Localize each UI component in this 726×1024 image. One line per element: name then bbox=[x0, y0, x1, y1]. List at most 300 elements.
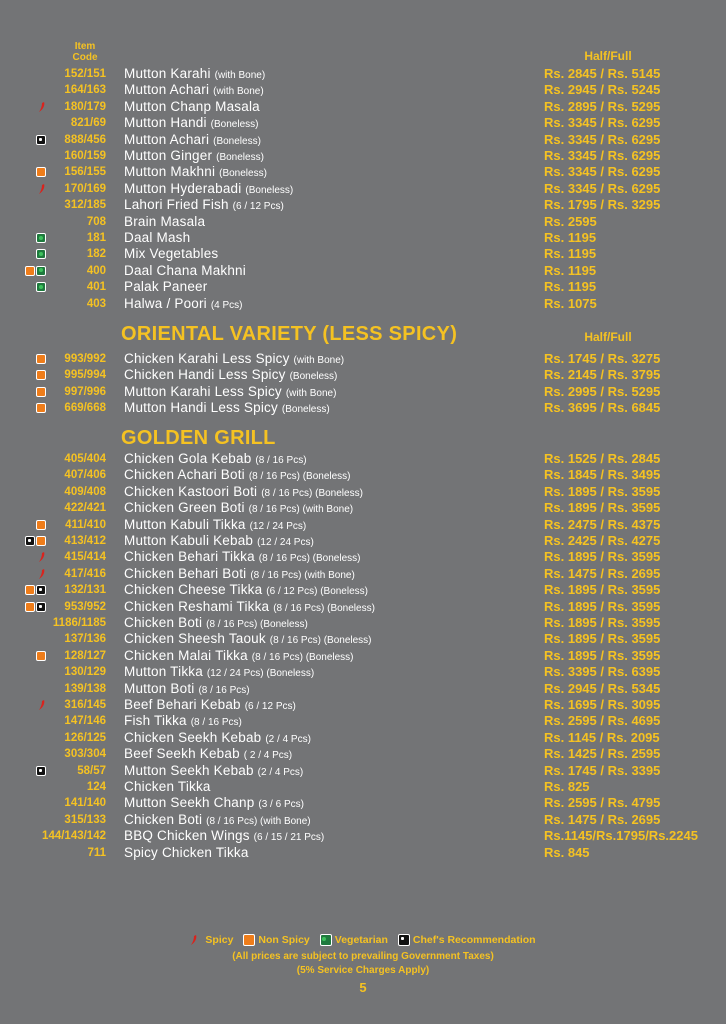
item-name bbox=[124, 148, 264, 166]
non-spicy-icon bbox=[36, 167, 46, 177]
item-code: 181 bbox=[86, 232, 106, 244]
item-name bbox=[124, 181, 293, 199]
menu-item-row bbox=[0, 517, 726, 533]
menu-item-row bbox=[0, 533, 726, 549]
item-note: (8 / 16 Pcs) (Boneless) bbox=[248, 471, 351, 483]
menu-item-row bbox=[0, 99, 726, 115]
item-note: (8 / 16 Pcs) bbox=[255, 455, 307, 466]
item-note: (with Bone) bbox=[213, 86, 264, 98]
item-name-text: BBQ Chicken Wings bbox=[124, 828, 250, 844]
item-badges bbox=[38, 101, 46, 113]
item-code-header bbox=[62, 41, 108, 63]
item-name bbox=[124, 681, 250, 699]
item-name-text: Beef Behari Kebab bbox=[124, 697, 241, 712]
item-price: Rs. 825 bbox=[544, 779, 590, 794]
item-price: Rs. 1795 / Rs. 3295 bbox=[544, 197, 661, 213]
chili-icon bbox=[38, 551, 46, 563]
item-badges bbox=[38, 699, 46, 711]
item-code: 312/185 bbox=[64, 199, 106, 212]
item-note: (8 / 16 Pcs) (with Bone) bbox=[250, 569, 355, 581]
menu-item-row bbox=[0, 484, 726, 500]
item-badges bbox=[36, 353, 46, 365]
menu-item-row bbox=[0, 384, 726, 400]
item-badges bbox=[36, 650, 46, 662]
item-name bbox=[124, 599, 375, 617]
menu-item-row bbox=[0, 631, 726, 647]
item-price: Rs. 2145 / Rs. 3795 bbox=[544, 367, 661, 383]
item-price: Rs. 1425 / Rs. 2595 bbox=[544, 746, 661, 762]
item-note: (with Bone) bbox=[214, 70, 266, 81]
item-name bbox=[124, 82, 264, 100]
item-note: (4 Pcs) bbox=[210, 299, 243, 311]
chili-icon bbox=[38, 101, 46, 113]
item-badges bbox=[25, 535, 46, 547]
menu-item-row bbox=[0, 230, 726, 246]
item-price: Rs. 3345 / Rs. 6295 bbox=[544, 148, 661, 163]
item-note: (2 / 4 Pcs) bbox=[257, 766, 304, 778]
chili-icon bbox=[38, 568, 46, 580]
item-name bbox=[124, 615, 308, 633]
item-name bbox=[124, 263, 246, 279]
item-note: (2 / 4 Pcs) bbox=[265, 733, 311, 745]
item-name bbox=[124, 730, 311, 748]
item-price: Rs. 1895 / Rs. 3595 bbox=[544, 582, 661, 598]
vegetarian-icon bbox=[36, 233, 46, 243]
item-code: 1186/1185 bbox=[52, 617, 106, 629]
chef-hat-icon bbox=[36, 135, 46, 145]
legend-spicy bbox=[190, 934, 233, 946]
item-price: Rs. 3695 / Rs. 6845 bbox=[544, 400, 661, 416]
item-name bbox=[124, 279, 207, 295]
item-code: 58/57 bbox=[77, 764, 106, 777]
item-name bbox=[124, 566, 355, 584]
non-spicy-icon bbox=[25, 585, 35, 595]
chili-icon bbox=[38, 183, 46, 195]
item-name-text: Fish Tikka bbox=[124, 713, 187, 729]
non-spicy-icon bbox=[36, 387, 46, 397]
item-name bbox=[124, 828, 324, 846]
item-code: 164/163 bbox=[64, 84, 106, 97]
item-code: 316/145 bbox=[64, 699, 106, 711]
item-price: Rs. 2475 / Rs. 4375 bbox=[544, 516, 661, 532]
item-code: 156/155 bbox=[64, 166, 106, 179]
item-code: 128/127 bbox=[64, 649, 106, 662]
item-code: 147/146 bbox=[64, 715, 106, 728]
menu-item-row bbox=[0, 664, 726, 680]
menu-item-row bbox=[0, 467, 726, 483]
item-badges bbox=[36, 386, 46, 398]
menu-item-row bbox=[0, 845, 726, 861]
item-name bbox=[124, 115, 258, 133]
item-code: 400 bbox=[86, 264, 106, 277]
item-name-text: Mutton Seekh Kebab bbox=[124, 762, 254, 778]
item-code: 422/421 bbox=[64, 502, 106, 515]
vegetarian-icon bbox=[36, 282, 46, 292]
item-code: 180/179 bbox=[64, 100, 106, 113]
item-badges bbox=[36, 281, 46, 293]
item-name-text: Lahori Fried Fish bbox=[124, 197, 229, 213]
item-note: (8 / 16 Pcs) bbox=[190, 717, 242, 729]
item-price: Rs. 3395 / Rs. 6395 bbox=[544, 664, 661, 680]
item-name-text: Chicken Sheesh Taouk bbox=[124, 631, 266, 647]
item-note: (Boneless) bbox=[289, 371, 338, 383]
item-name bbox=[124, 230, 190, 246]
chef-hat-icon bbox=[36, 766, 46, 776]
item-price: Rs. 1075 bbox=[544, 295, 597, 311]
item-note: (8 / 16 Pcs) (Boneless) bbox=[251, 651, 354, 663]
item-code: 152/151 bbox=[64, 68, 106, 80]
legend-spicy-label: Spicy bbox=[205, 934, 234, 946]
item-name-text: Chicken Kastoori Boti bbox=[124, 483, 258, 499]
item-price: Rs. 1195 bbox=[544, 279, 597, 295]
item-name-text: Chicken Achari Boti bbox=[124, 467, 245, 483]
legend-nonspicy-label: Non Spicy bbox=[258, 934, 310, 946]
menu-item-row bbox=[0, 246, 726, 262]
menu-item-row bbox=[0, 197, 726, 213]
item-name bbox=[124, 713, 242, 731]
item-name bbox=[124, 697, 296, 715]
item-code: 139/138 bbox=[64, 682, 106, 695]
item-price: Rs. 2425 / Rs. 4275 bbox=[544, 533, 661, 548]
item-price: Rs. 1895 / Rs. 3595 bbox=[544, 647, 661, 663]
item-note: (Boneless) bbox=[219, 168, 267, 180]
item-code: 315/133 bbox=[64, 813, 106, 826]
menu-item-row bbox=[0, 828, 726, 844]
menu-item-row bbox=[0, 367, 726, 383]
item-name-text: Mutton Tikka bbox=[124, 664, 203, 680]
chef-hat-icon bbox=[36, 602, 46, 612]
item-note: (12 / 24 Pcs) (Boneless) bbox=[206, 668, 315, 680]
non-spicy-icon bbox=[36, 651, 46, 661]
tax-note: (All prices are subject to prevailing Government Taxes) bbox=[232, 951, 494, 962]
legend-chef-label: Chef's Recommendation bbox=[412, 934, 536, 946]
item-code: 401 bbox=[86, 281, 106, 294]
item-code-header-line1: Item bbox=[74, 41, 96, 52]
item-price: Rs. 1195 bbox=[544, 262, 597, 278]
item-price: Rs. 1895 / Rs. 3595 bbox=[544, 615, 661, 630]
item-note: (8 / 16 Pcs) (with Bone) bbox=[248, 504, 354, 516]
item-price: Rs. 3345 / Rs. 6295 bbox=[544, 131, 661, 147]
price-header: Half/Full bbox=[584, 49, 632, 63]
item-note: (8 / 16 Pcs) bbox=[198, 684, 250, 696]
menu-item-row bbox=[0, 566, 726, 582]
item-name bbox=[124, 812, 311, 830]
section-title: ORIENTAL VARIETY (LESS SPICY) bbox=[121, 323, 458, 345]
item-price: Rs. 1895 / Rs. 3595 bbox=[544, 598, 661, 614]
item-name bbox=[124, 631, 372, 649]
item-badges bbox=[36, 134, 46, 146]
item-name-text: Beef Seekh Kebab bbox=[124, 746, 240, 762]
item-price: Rs. 2995 / Rs. 5295 bbox=[544, 383, 661, 399]
item-note: (8 / 16 Pcs) (Boneless) bbox=[261, 487, 363, 499]
non-spicy-icon bbox=[36, 403, 46, 413]
menu-item-row bbox=[0, 400, 726, 416]
menu-item-row bbox=[0, 451, 726, 467]
item-price: Rs. 3345 / Rs. 6295 bbox=[544, 180, 661, 196]
item-note: (12 / 24 Pcs) bbox=[249, 520, 307, 532]
non-spicy-icon bbox=[36, 536, 46, 546]
item-code: 669/668 bbox=[64, 402, 106, 415]
menu-item-row bbox=[0, 648, 726, 664]
menu-item-row bbox=[0, 66, 726, 82]
item-code: 417/416 bbox=[64, 567, 106, 580]
item-name-text: Chicken Boti bbox=[124, 811, 203, 827]
item-price: Rs. 2895 / Rs. 5295 bbox=[544, 98, 661, 114]
item-name-text: Mutton Chanp Masala bbox=[124, 98, 260, 114]
legend-veg-label: Vegetarian bbox=[334, 934, 388, 946]
item-name bbox=[124, 845, 249, 861]
item-name bbox=[124, 132, 261, 150]
menu-item-row bbox=[0, 296, 726, 312]
non-spicy-icon bbox=[36, 520, 46, 530]
item-name-text: Chicken Boti bbox=[124, 615, 203, 630]
item-code: 997/996 bbox=[64, 385, 106, 398]
page-number: 5 bbox=[359, 980, 367, 995]
item-price: Rs. 1695 / Rs. 3095 bbox=[544, 697, 661, 712]
item-name-text: Chicken Cheese Tikka bbox=[124, 582, 263, 598]
item-price: Rs. 1895 / Rs. 3595 bbox=[544, 549, 661, 565]
non-spicy-icon bbox=[25, 602, 35, 612]
menu-item-row bbox=[0, 181, 726, 197]
item-name bbox=[124, 517, 306, 535]
item-note: (Boneless) bbox=[210, 119, 259, 131]
item-code: 126/125 bbox=[64, 731, 106, 744]
item-name-text: Chicken Behari Boti bbox=[124, 565, 247, 581]
item-code: 132/131 bbox=[64, 584, 106, 597]
item-badges bbox=[25, 265, 46, 277]
menu-item-row bbox=[0, 82, 726, 98]
item-price: Rs. 1145 / Rs. 2095 bbox=[544, 729, 660, 745]
legend-nonspicy bbox=[243, 934, 309, 946]
section-price-header: Half/Full bbox=[584, 330, 632, 344]
menu-item-row bbox=[0, 214, 726, 230]
legend-chef bbox=[398, 934, 536, 946]
item-price: Rs. 1745 / Rs. 3395 bbox=[544, 762, 661, 778]
item-badges bbox=[36, 519, 46, 531]
item-note: (6 / 12 Pcs) bbox=[244, 701, 296, 712]
item-name-text: Chicken Gola Kebab bbox=[124, 451, 252, 466]
item-name bbox=[124, 351, 344, 369]
item-code: 411/410 bbox=[65, 518, 106, 531]
item-code: 303/304 bbox=[64, 748, 106, 761]
item-name-text: Mutton Seekh Chanp bbox=[124, 795, 255, 811]
item-badges bbox=[38, 183, 46, 195]
item-code: 137/136 bbox=[64, 633, 106, 646]
item-name bbox=[124, 484, 363, 502]
item-note: (Boneless) bbox=[213, 135, 261, 147]
item-badges bbox=[36, 369, 46, 381]
item-name-text: Spicy Chicken Tikka bbox=[124, 844, 249, 860]
menu-item-row bbox=[0, 730, 726, 746]
item-name bbox=[124, 500, 353, 518]
item-name-text: Chicken Karahi Less Spicy bbox=[124, 351, 290, 366]
item-code: 415/414 bbox=[64, 551, 106, 564]
item-price: Rs. 3345 / Rs. 6295 bbox=[544, 164, 661, 180]
chef-hat-icon bbox=[25, 536, 35, 546]
menu-item-row bbox=[0, 582, 726, 598]
item-note: (Boneless) bbox=[216, 152, 264, 163]
item-name bbox=[124, 367, 337, 385]
item-badges bbox=[38, 551, 46, 563]
item-note: (8 / 16 Pcs) (Boneless) bbox=[273, 602, 375, 614]
item-name bbox=[124, 664, 314, 682]
item-price: Rs. 1195 bbox=[544, 246, 597, 262]
item-name-text: Mutton Handi bbox=[124, 115, 207, 131]
menu-item-row bbox=[0, 795, 726, 811]
item-code: 409/408 bbox=[64, 485, 106, 498]
item-name bbox=[124, 400, 330, 418]
item-note: (with Bone) bbox=[285, 387, 337, 399]
chef-hat-icon bbox=[398, 934, 410, 946]
item-price: Rs. 845 bbox=[544, 844, 590, 860]
item-price: Rs.1145/Rs.1795/Rs.2245 bbox=[544, 828, 698, 844]
item-code: 995/994 bbox=[64, 369, 106, 382]
menu-item-row bbox=[0, 763, 726, 779]
item-badges bbox=[25, 584, 46, 596]
item-price: Rs. 1195 bbox=[544, 230, 597, 245]
vegetarian-icon bbox=[36, 249, 46, 259]
legend bbox=[0, 934, 726, 946]
item-name bbox=[124, 533, 314, 551]
item-name bbox=[124, 451, 307, 469]
item-name-text: Chicken Reshami Tikka bbox=[124, 598, 270, 614]
item-code: 130/129 bbox=[64, 666, 106, 679]
chili-icon bbox=[38, 699, 46, 711]
item-name bbox=[124, 214, 205, 230]
item-name bbox=[124, 66, 265, 84]
item-note: (3 / 6 Pcs) bbox=[258, 799, 304, 811]
menu-item-row bbox=[0, 615, 726, 631]
menu-item-row bbox=[0, 279, 726, 295]
item-name-text: Mutton Kabuli Tikka bbox=[124, 516, 246, 532]
non-spicy-icon bbox=[25, 266, 35, 276]
item-price: Rs. 1525 / Rs. 2845 bbox=[544, 451, 661, 466]
chef-hat-icon bbox=[36, 585, 46, 595]
menu-item-row bbox=[0, 351, 726, 367]
item-name bbox=[124, 467, 351, 485]
menu-item-row bbox=[0, 164, 726, 180]
item-name-text: Halwa / Poori bbox=[124, 295, 207, 311]
menu-item-row bbox=[0, 148, 726, 164]
item-name-text: Mutton Kabuli Kebab bbox=[124, 533, 254, 548]
item-name bbox=[124, 197, 284, 215]
item-code-header-line2: Code bbox=[72, 52, 98, 63]
item-note: (Boneless) bbox=[245, 184, 294, 196]
item-code: 182 bbox=[86, 248, 106, 261]
non-spicy-icon bbox=[36, 354, 46, 364]
item-price: Rs. 2845 / Rs. 5145 bbox=[544, 66, 661, 81]
item-badges bbox=[36, 166, 46, 178]
item-code: 405/404 bbox=[64, 453, 106, 465]
item-note: (with Bone) bbox=[293, 355, 345, 366]
legend-veg bbox=[320, 934, 388, 946]
item-name-text: Chicken Malai Tikka bbox=[124, 647, 248, 663]
item-name bbox=[124, 746, 292, 764]
item-code: 888/456 bbox=[64, 133, 106, 146]
item-price: Rs. 1895 / Rs. 3595 bbox=[544, 500, 661, 516]
item-name-text: Mutton Achari bbox=[124, 82, 210, 98]
vegetarian-icon bbox=[320, 934, 332, 946]
item-badges bbox=[36, 765, 46, 777]
item-code: 953/952 bbox=[64, 600, 106, 613]
item-code: 170/169 bbox=[64, 182, 106, 195]
item-note: (6 / 12 Pcs) bbox=[232, 201, 284, 213]
item-price: Rs. 1475 / Rs. 2695 bbox=[544, 565, 661, 581]
item-price: Rs. 1475 / Rs. 2695 bbox=[544, 811, 661, 827]
item-name-text: Mutton Boti bbox=[124, 680, 195, 696]
non-spicy-icon bbox=[243, 934, 255, 946]
item-code: 141/140 bbox=[64, 797, 106, 810]
item-note: (6 / 12 Pcs) (Boneless) bbox=[266, 586, 368, 598]
item-note: (6 / 15 / 21 Pcs) bbox=[253, 832, 325, 844]
item-note: (Boneless) bbox=[281, 404, 330, 416]
item-name bbox=[124, 763, 303, 781]
item-name bbox=[124, 296, 243, 314]
menu-item-row bbox=[0, 746, 726, 762]
item-name-text: Mutton Karahi bbox=[124, 66, 211, 81]
item-price: Rs. 1895 / Rs. 3595 bbox=[544, 631, 661, 647]
item-name bbox=[124, 779, 211, 795]
item-code: 708 bbox=[86, 215, 106, 228]
item-price: Rs. 2595 / Rs. 4795 bbox=[544, 795, 661, 811]
item-price: Rs. 2595 / Rs. 4695 bbox=[544, 713, 661, 729]
item-name-text: Mutton Ginger bbox=[124, 148, 213, 163]
item-badges bbox=[36, 248, 46, 260]
item-name-text: Mutton Hyderabadi bbox=[124, 180, 242, 196]
item-note: (8 / 16 Pcs) (with Bone) bbox=[206, 815, 311, 827]
item-code: 711 bbox=[87, 846, 106, 859]
service-note: (5% Service Charges Apply) bbox=[296, 965, 430, 976]
item-name-text: Mix Vegetables bbox=[124, 246, 219, 262]
item-name bbox=[124, 648, 354, 666]
item-code: 413/412 bbox=[64, 535, 106, 547]
item-price: Rs. 2595 bbox=[544, 213, 597, 229]
item-name bbox=[124, 582, 368, 600]
item-badges bbox=[36, 402, 46, 414]
item-note: (8 / 16 Pcs) (Boneless) bbox=[258, 553, 361, 565]
menu-item-row bbox=[0, 132, 726, 148]
item-name bbox=[124, 549, 360, 567]
item-price: Rs. 2945 / Rs. 5345 bbox=[544, 680, 661, 696]
item-note: ( 2 / 4 Pcs) bbox=[243, 750, 293, 762]
menu-item-row bbox=[0, 779, 726, 795]
item-price: Rs. 1895 / Rs. 3595 bbox=[544, 483, 661, 499]
item-name bbox=[124, 795, 304, 813]
item-code: 403 bbox=[86, 297, 106, 310]
menu-item-row bbox=[0, 115, 726, 131]
item-price: Rs. 2945 / Rs. 5245 bbox=[544, 82, 661, 98]
item-badges bbox=[38, 568, 46, 580]
item-name-text: Chicken Handi Less Spicy bbox=[124, 367, 286, 383]
item-badges bbox=[36, 232, 46, 244]
item-note: (12 / 24 Pcs) bbox=[257, 537, 314, 548]
menu-item-row bbox=[0, 599, 726, 615]
item-price: Rs. 1845 / Rs. 3495 bbox=[544, 467, 661, 483]
item-name-text: Brain Masala bbox=[124, 213, 206, 229]
item-code: 821/69 bbox=[70, 117, 106, 130]
item-code: 993/992 bbox=[64, 353, 106, 365]
item-code: 407/406 bbox=[64, 469, 106, 482]
item-note: (8 / 16 Pcs) (Boneless) bbox=[206, 619, 308, 630]
menu-item-row bbox=[0, 713, 726, 729]
vegetarian-icon bbox=[36, 266, 46, 276]
item-name-text: Palak Paneer bbox=[124, 279, 208, 295]
item-badges bbox=[25, 601, 46, 613]
section-title: GOLDEN GRILL bbox=[121, 427, 276, 449]
item-name-text: Chicken Behari Tikka bbox=[124, 549, 255, 565]
item-price: Rs. 1745 / Rs. 3275 bbox=[544, 351, 661, 366]
menu-item-row bbox=[0, 263, 726, 279]
